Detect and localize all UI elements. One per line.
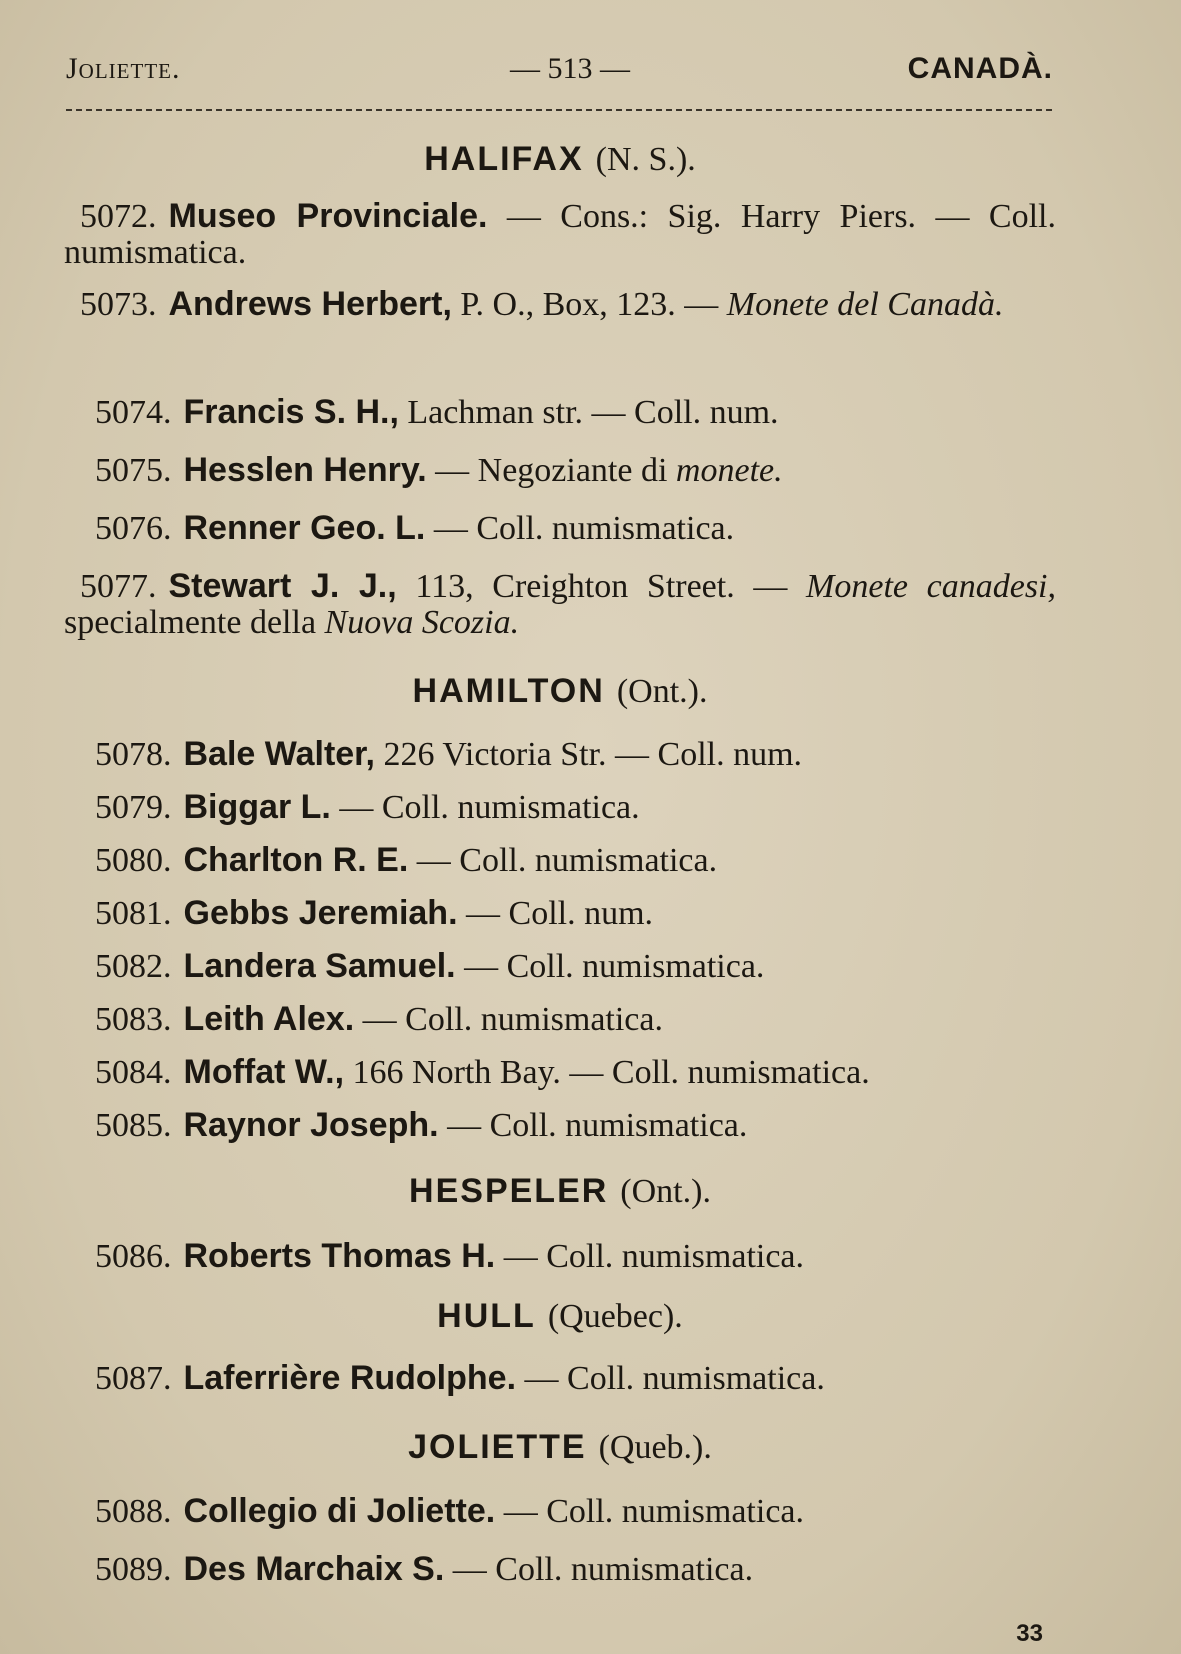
entry-text: — Coll. numismatica. bbox=[516, 1360, 825, 1397]
entry-name: Gebbs Jeremiah. bbox=[183, 894, 458, 932]
entry-text: Lachman str. — Coll. num. bbox=[398, 394, 779, 431]
section-region: (Quebec). bbox=[547, 1298, 683, 1335]
entry-5086 bbox=[95, 1238, 1055, 1275]
entry-name: Renner Geo. L. bbox=[183, 509, 426, 547]
section-region: (Ont.). bbox=[616, 673, 708, 710]
section-city: HAMILTON bbox=[412, 672, 605, 710]
entry-name: Andrews Herbert, bbox=[168, 285, 452, 323]
entry-number: 5074. bbox=[95, 394, 172, 431]
entry-text: P. O., Box, 123. — bbox=[451, 286, 727, 323]
section-city: JOLIETTE bbox=[408, 1428, 587, 1466]
entry-number: 5076. bbox=[95, 510, 172, 547]
header-rule bbox=[66, 109, 1052, 111]
entry-number: 5084. bbox=[95, 1054, 172, 1091]
entry-text: — Coll. numismatica. bbox=[354, 1001, 663, 1038]
entry-5088 bbox=[95, 1493, 1055, 1530]
entry-number: 5083. bbox=[95, 1001, 172, 1038]
entry-text: — Coll. numismatica. bbox=[455, 948, 765, 985]
entry-text: — Cons.: Sig. Harry Piers. — Coll. numismatica. bbox=[64, 198, 1056, 271]
entry-name: Hesslen Henry. bbox=[183, 451, 427, 489]
section-region: (Ont.). bbox=[620, 1173, 711, 1210]
running-head-right: CANADÀ. bbox=[907, 52, 1053, 85]
entry-number: 5082. bbox=[95, 948, 172, 985]
entry-name: Roberts Thomas H. bbox=[183, 1237, 496, 1275]
entry-text: — Coll. numismatica. bbox=[495, 1238, 805, 1275]
entry-number: 5073. bbox=[80, 286, 157, 323]
entry-number: 5080. bbox=[95, 842, 172, 879]
entry-5081 bbox=[95, 895, 1055, 932]
entry-number: 5072. bbox=[80, 198, 157, 235]
entry-text: — Coll. numismatica. bbox=[425, 510, 735, 547]
entry-5075 bbox=[95, 452, 1055, 489]
entry-number: 5079. bbox=[95, 789, 172, 826]
entry-5085 bbox=[95, 1107, 1055, 1144]
entry-5087 bbox=[95, 1360, 1055, 1397]
entry-italic-2: Nuova Scozia. bbox=[324, 604, 520, 641]
entry-text: — Coll. numismatica. bbox=[408, 842, 718, 879]
entry-5084 bbox=[95, 1054, 1055, 1091]
entry-number: 5089. bbox=[95, 1551, 172, 1588]
section-region: (Queb.). bbox=[598, 1429, 712, 1466]
entry-italic: Monete del Canadà. bbox=[726, 286, 1004, 323]
entry-name: Leith Alex. bbox=[183, 1000, 355, 1038]
entry-text: — Negoziante di bbox=[426, 452, 676, 489]
entry-5083 bbox=[95, 1001, 1055, 1038]
section-city: HALIFAX bbox=[424, 140, 584, 178]
entry-5089 bbox=[95, 1551, 1055, 1588]
entry-text: — Coll. num. bbox=[457, 895, 654, 932]
section-heading-joliette bbox=[60, 1428, 1060, 1467]
section-city: HESPELER bbox=[409, 1172, 609, 1210]
entry-italic: Monete canadesi, bbox=[806, 568, 1057, 605]
entry-name: Landera Samuel. bbox=[183, 947, 456, 985]
entry-5078 bbox=[95, 736, 1055, 773]
entry-name: Biggar L. bbox=[183, 788, 331, 826]
entry-name: Raynor Joseph. bbox=[183, 1106, 439, 1144]
entry-number: 5088. bbox=[95, 1493, 172, 1530]
entry-name: Stewart J. J., bbox=[168, 567, 397, 605]
entry-number: 5085. bbox=[95, 1107, 172, 1144]
section-region: (N. S.). bbox=[595, 141, 696, 178]
entry-name: Charlton R. E. bbox=[183, 841, 409, 879]
entry-5073 bbox=[64, 286, 1056, 323]
entry-number: 5087. bbox=[95, 1360, 172, 1397]
entry-5076 bbox=[95, 510, 1055, 547]
running-head-left: Joliette. bbox=[66, 52, 181, 85]
entry-text: — Coll. numismatica. bbox=[495, 1493, 805, 1530]
section-city: HULL bbox=[437, 1297, 536, 1335]
page-folio: — 513 — bbox=[510, 52, 630, 85]
section-heading-hamilton bbox=[60, 672, 1060, 711]
signature-number: 33 bbox=[1016, 1620, 1043, 1647]
entry-text: — Coll. numismatica. bbox=[444, 1551, 754, 1588]
entry-number: 5077. bbox=[80, 568, 157, 605]
entry-text: 226 Victoria Str. — Coll. num. bbox=[374, 736, 803, 773]
entry-5072 bbox=[64, 198, 1056, 271]
entry-name: Des Marchaix S. bbox=[183, 1550, 445, 1588]
entry-name: Museo Provinciale. bbox=[168, 197, 488, 235]
entry-number: 5081. bbox=[95, 895, 172, 932]
entry-number: 5086. bbox=[95, 1238, 172, 1275]
entry-5074 bbox=[95, 394, 1055, 431]
entry-text: — Coll. numismatica. bbox=[330, 789, 640, 826]
entry-5077 bbox=[64, 568, 1056, 641]
entry-text-2: specialmente della bbox=[64, 604, 325, 641]
entry-name: Laferrière Rudolphe. bbox=[183, 1359, 517, 1397]
entry-number: 5075. bbox=[95, 452, 172, 489]
section-heading-halifax bbox=[60, 140, 1060, 179]
entry-text: 166 North Bay. — Coll. numismatica. bbox=[344, 1054, 870, 1091]
entry-italic: monete. bbox=[675, 452, 783, 489]
entry-number: 5078. bbox=[95, 736, 172, 773]
section-heading-hespeler bbox=[60, 1172, 1060, 1211]
entry-text: — Coll. numismatica. bbox=[438, 1107, 748, 1144]
entry-text: 113, Creighton Street. — bbox=[396, 568, 807, 605]
entry-5079 bbox=[95, 789, 1055, 826]
entry-5080 bbox=[95, 842, 1055, 879]
section-heading-hull bbox=[60, 1297, 1060, 1336]
entry-name: Francis S. H., bbox=[183, 393, 399, 431]
entry-name: Collegio di Joliette. bbox=[183, 1492, 496, 1530]
entry-5082 bbox=[95, 948, 1055, 985]
entry-name: Moffat W., bbox=[183, 1053, 345, 1091]
entry-name: Bale Walter, bbox=[183, 735, 375, 773]
